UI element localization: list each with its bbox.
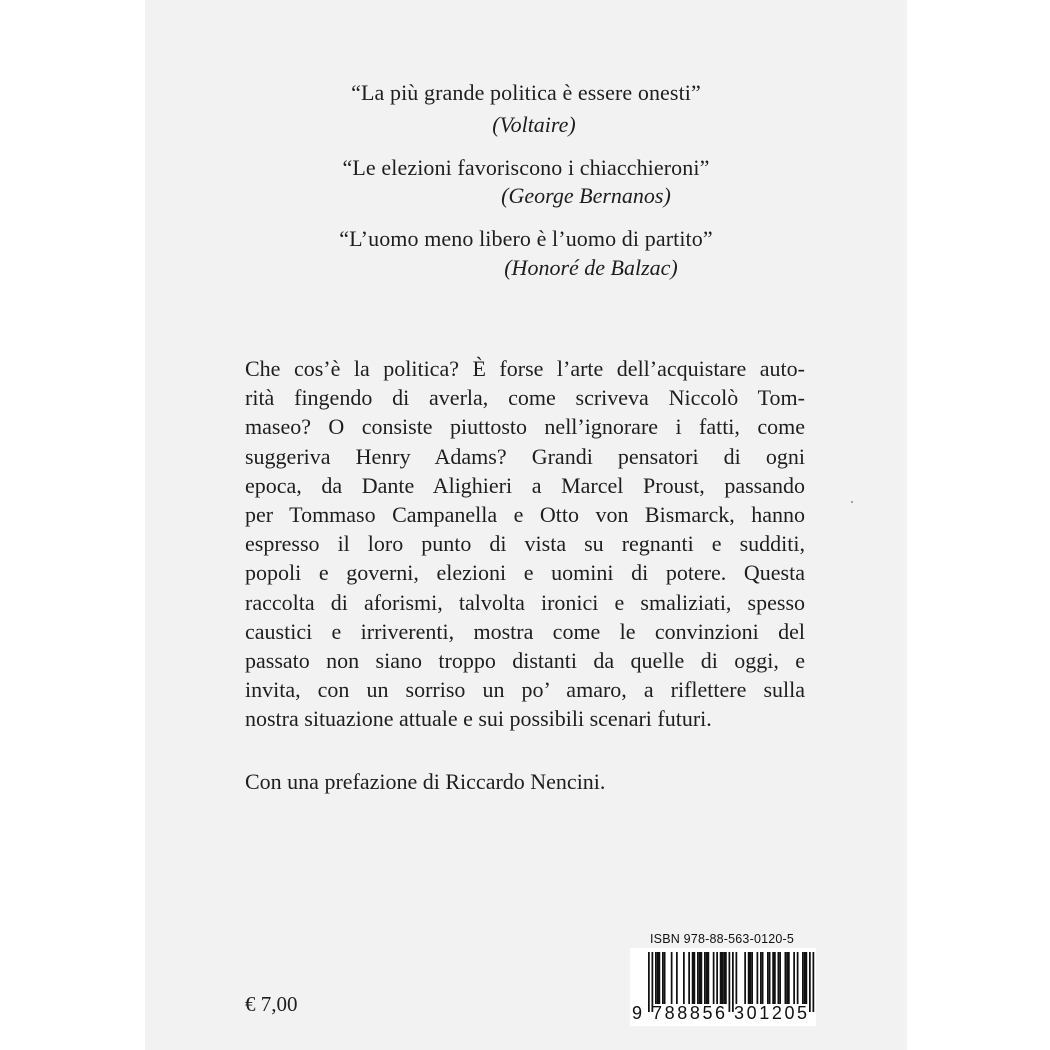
barcode-bar xyxy=(748,952,750,1004)
book-back-cover xyxy=(145,0,907,1050)
barcode-bar xyxy=(788,952,790,1004)
barcode-bar xyxy=(772,952,774,1004)
barcode-bar xyxy=(692,952,694,1004)
barcode-bar xyxy=(751,952,753,1004)
blurb-line: raccolta di aforismi, talvolta ironici e smaliziati, spesso xyxy=(245,589,805,615)
blurb-line: invita, con un sorriso un po’ amaro, a riflettere sulla xyxy=(245,677,805,703)
barcode-bar xyxy=(762,952,764,1004)
barcode-bar xyxy=(657,952,659,1004)
barcode-bar xyxy=(744,952,746,1004)
blurb-line: popoli e governi, elezioni e uomini di potere. Questa xyxy=(245,560,805,586)
quote-3-text: “L’uomo meno libero è l’uomo di partito” xyxy=(339,226,713,251)
quote-2-text: “Le elezioni favoriscono i chiacchieroni” xyxy=(342,155,710,180)
isbn-label: ISBN 978-88-563-0120-5 xyxy=(650,932,795,946)
barcode-bar xyxy=(725,952,727,1004)
barcode-bar xyxy=(704,952,706,1004)
barcode-left-digits: 788856 xyxy=(652,1003,728,1023)
blurb-line: epoca, da Dante Alighieri a Marcel Proust, passando xyxy=(245,472,805,498)
barcode-bar xyxy=(793,952,795,1004)
barcode-bar xyxy=(676,952,678,1004)
barcode-bar xyxy=(688,952,690,1004)
barcode-bar xyxy=(662,952,664,1004)
barcode-bar xyxy=(802,952,804,1004)
barcode-bar xyxy=(664,952,666,1004)
barcode-bar xyxy=(785,952,787,1004)
blurb-line: maseo? O consiste piuttosto nell’ignorare i fatti, come xyxy=(245,414,805,440)
speck-mark xyxy=(851,501,853,503)
barcode-bar xyxy=(778,952,780,1004)
barcode-first-digit: 9 xyxy=(632,1003,643,1023)
blurb-line: rità fingendo di averla, come scriveva Niccolò Tom- xyxy=(245,385,805,411)
blurb-line: caustici e irriverenti, mostra come le convinzioni del xyxy=(245,618,805,644)
barcode-bar xyxy=(774,952,776,1004)
barcode-bar xyxy=(713,952,715,1004)
blurb-line: espresso il loro punto di vista su regnanti e sudditi, xyxy=(245,531,805,557)
barcode xyxy=(630,948,816,1026)
barcode-digits xyxy=(630,1002,816,1024)
blurb-line: passato non siano troppo distanti da quelle di oggi, e xyxy=(245,648,805,674)
barcode-bar xyxy=(760,952,762,1004)
barcode-bar xyxy=(723,952,725,1004)
barcode-bar xyxy=(786,952,788,1004)
barcode-bar xyxy=(706,952,708,1004)
quote-1-author: (Voltaire) xyxy=(492,112,576,137)
barcode-bar xyxy=(750,952,752,1004)
barcode-bar xyxy=(697,952,699,1004)
blurb-line: Che cos’è la politica? È forse l’arte dell’acquistare auto- xyxy=(245,356,805,381)
barcode-bar xyxy=(736,952,738,1004)
barcode-bar xyxy=(767,952,769,1004)
barcode-bar xyxy=(779,952,781,1004)
barcode-bar xyxy=(708,952,710,1004)
barcode-bar xyxy=(659,952,661,1004)
barcode-bar xyxy=(722,952,724,1004)
price-label: € 7,00 xyxy=(245,992,298,1016)
barcode-bar xyxy=(655,952,657,1004)
quote-2-author: (George Bernanos) xyxy=(501,183,671,208)
barcode-bar xyxy=(694,952,696,1004)
barcode-bar xyxy=(797,952,799,1004)
blurb-paragraph xyxy=(245,354,805,734)
blurb-line: suggeriva Henry Adams? Grandi pensatori di ogni xyxy=(245,443,805,469)
barcode-bar xyxy=(804,952,806,1004)
barcode-bar xyxy=(699,952,701,1004)
blurb-line: per Tommaso Campanella e Otto von Bismarck, hanno xyxy=(245,502,805,528)
barcode-bar xyxy=(757,952,759,1004)
preface-note: Con una prefazione di Riccardo Nencini. xyxy=(245,769,606,794)
barcode-bar xyxy=(671,952,673,1004)
quote-1-text: “La più grande politica è essere onesti” xyxy=(351,80,701,105)
barcode-bar xyxy=(769,952,771,1004)
barcode-bar xyxy=(806,952,808,1004)
barcode-right-digits: 301205 xyxy=(734,1003,810,1023)
barcode-bar xyxy=(716,952,718,1004)
barcode-bar xyxy=(720,952,722,1004)
quote-3-author: (Honoré de Balzac) xyxy=(504,255,678,280)
barcode-bar xyxy=(701,952,703,1004)
blurb-line: nostra situazione attuale e sui possibili scenari futuri. xyxy=(245,706,712,732)
barcode-bar xyxy=(683,952,685,1004)
